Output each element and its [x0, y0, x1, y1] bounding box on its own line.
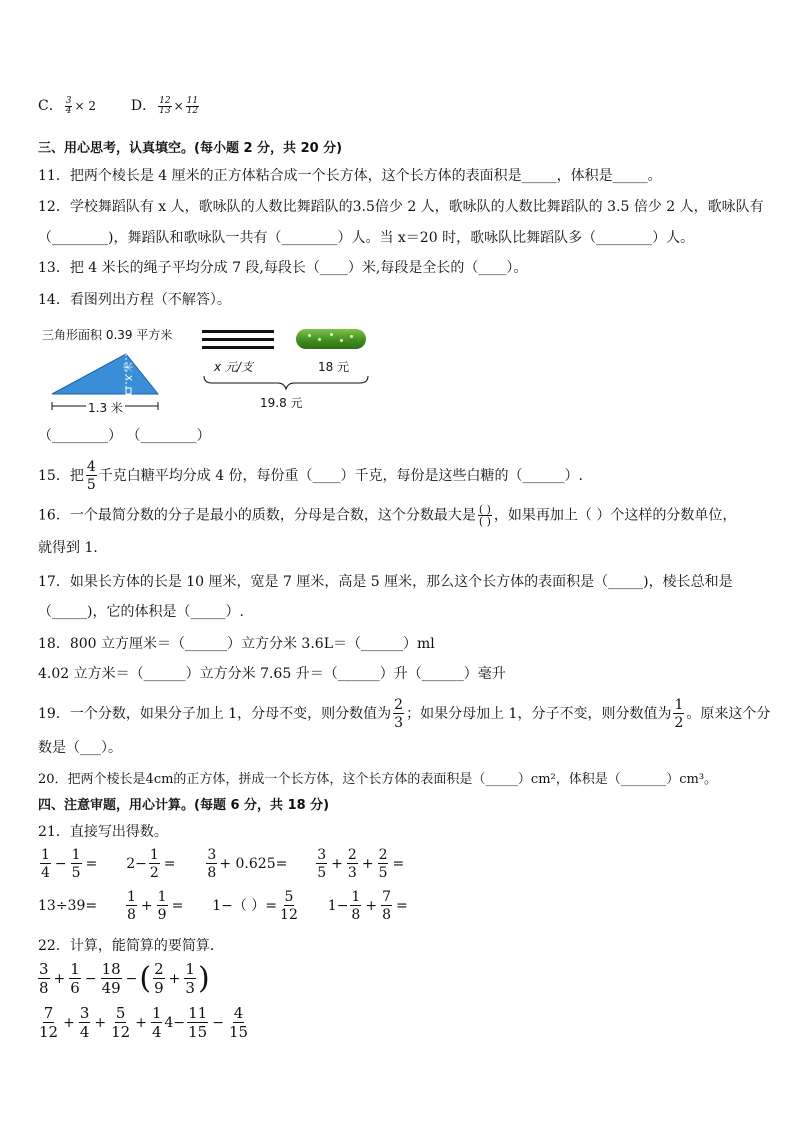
question-14-figure [38, 322, 378, 415]
pen-bundle [202, 330, 274, 349]
q22-e1-op-1: + [53, 971, 66, 987]
q22-expression-2 [36, 1006, 251, 1040]
q22-e2-frac-4: $\frac{1}{4}$ [151, 1004, 162, 1041]
total-price-label: 19.8 元 [260, 396, 303, 410]
q15-suffix: 千克白糖平均分成 4 份，每份重（____）千克，每份是这些白糖的（______）. [98, 468, 584, 484]
question-21: 21．直接写出得数。 [38, 824, 168, 840]
question-19 [38, 698, 770, 730]
q22-e1-op-2: − [84, 971, 97, 987]
option-d-times: × [173, 99, 184, 113]
option-d-fraction-2: $\frac{11}{12}$ [186, 95, 199, 116]
q21-b-frac: $\frac{1}{2}$ [149, 847, 159, 881]
question-13: 13．把 4 米长的绳子平均分成 7 段,每段长（____）米,每段是全长的（____）。 [38, 260, 528, 276]
q21-a-frac-1: $\frac{1}{4}$ [41, 847, 50, 881]
box-price-label: 18 元 [318, 360, 350, 374]
q22-e2-op-2: + [94, 1015, 107, 1031]
q21-f-frac-2: $\frac{1}{9}$ [157, 889, 167, 923]
q22-e1-left-paren: ( [139, 961, 152, 996]
question-14: 14．看图列出方程（不解答）。 [38, 292, 231, 308]
q22-e2-frac-6: $\frac{4}{15}$ [228, 1004, 249, 1041]
q21-g-prefix: 1−（ ）= [212, 898, 278, 914]
q22-e1-op-4: + [168, 971, 181, 987]
section-3-heading: 三、用心思考，认真填空。(每小题 2 分，共 20 分) [38, 141, 343, 156]
question-12-line-2: （________)，舞蹈队和歌咏队一共有（________）人。当 x＝20 时，歌咏队比舞蹈队多（________）人。 [38, 230, 695, 246]
question-15 [38, 460, 583, 492]
q21-a-frac-2: $\frac{1}{5}$ [71, 847, 81, 881]
q22-expression-1 [36, 962, 210, 996]
q21-b-eq: = [163, 856, 176, 872]
q15-fraction: $\frac{4}{5}$ [86, 459, 96, 493]
q22-e2-frac-2: $\frac{3}{4}$ [79, 1004, 90, 1041]
q21-g-frac: $\frac{5}{12}$ [280, 889, 298, 923]
q21-d-plus-2: + [361, 856, 374, 872]
q21-a-eq: = [85, 856, 98, 872]
q21-b-prefix: 2− [126, 856, 147, 872]
question-17-line-1: 17．如果长方体的长是 10 厘米，宽是 7 厘米，高是 5 厘米，那么这个长方体的表面积是（_____)，棱长总和是 [38, 574, 733, 590]
q21-h-frac-2: $\frac{7}{8}$ [382, 889, 391, 923]
q19-prefix: 19．一个分数，如果分子加上 1，分母不变，则分数值为 [38, 706, 392, 722]
q21-f-eq: = [171, 898, 184, 914]
option-d-fraction-1: $\frac{12}{13}$ [159, 95, 171, 116]
pencil-box [296, 329, 366, 349]
q16-blank-fraction: $\frac{( )}{( )}$ [478, 503, 491, 528]
q21-h-plus: + [365, 898, 378, 914]
question-16 [38, 504, 736, 527]
question-11: 11．把两个棱长是 4 厘米的正方体粘合成一个长方体，这个长方体的表面积是_____，体积是_____。 [38, 168, 662, 184]
q22-e2-frac-5: $\frac{11}{15}$ [188, 1004, 208, 1041]
q22-e1-frac-4: $\frac{2}{9}$ [154, 960, 164, 997]
q21-d-frac-2: $\frac{2}{3}$ [347, 847, 357, 881]
pen-price-label: x 元/支 [214, 360, 253, 374]
q22-e2-frac-1: $\frac{7}{12}$ [39, 1004, 59, 1041]
q22-e2-frac-3: $\frac{5}{12}$ [111, 1004, 131, 1041]
q22-e1-frac-1: $\frac{3}{8}$ [39, 960, 49, 997]
question-16-line-2: 就得到 1． [38, 540, 108, 556]
section-4-heading: 四、注意审题，用心计算。(每题 6 分，共 18 分) [38, 798, 330, 813]
q22-e1-frac-3: $\frac{18}{49}$ [101, 960, 121, 997]
question-17-line-2: （_____)，它的体积是（_____）. [38, 604, 244, 620]
q21-e: 13÷39= [38, 898, 98, 914]
q22-e1-frac-2: $\frac{1}{6}$ [70, 960, 80, 997]
total-brace [202, 374, 372, 392]
q19-fraction-2: $\frac{1}{2}$ [674, 697, 684, 731]
q21-h-frac-1: $\frac{1}{8}$ [351, 889, 361, 923]
q22-e2-op-5: − [212, 1015, 224, 1031]
q22-e1-frac-5: $\frac{1}{3}$ [185, 960, 195, 997]
q21-a-minus: − [54, 856, 67, 872]
q21-d-frac-1: $\frac{3}{5}$ [317, 847, 327, 881]
q15-prefix: 15．把 [38, 468, 84, 484]
q22-e1-op-3: − [125, 971, 138, 987]
q19-fraction-1: $\frac{2}{3}$ [394, 697, 404, 731]
option-c-rest: × 2 [74, 99, 96, 113]
q21-f-plus: + [140, 898, 153, 914]
question-12-line-1: 12．学校舞蹈队有 x 人，歌咏队的人数比舞蹈队的3.5倍少 2 人，歌咏队的人数比舞蹈队的 3.5 倍少 2 人，歌咏队有 [38, 199, 764, 215]
question-18-line-2: 4.02 立方米＝（______）立方分米 7.65 升＝（______）升（______）毫升 [38, 666, 506, 682]
q21-c-suffix: + 0.625= [219, 856, 288, 872]
triangle-base-label: 1.3 米 [88, 401, 123, 415]
q22-e2-op-3: + [135, 1015, 147, 1031]
q21-d-eq: = [392, 856, 405, 872]
q21-row-1 [38, 848, 406, 880]
triangle-height-label: x 米 [124, 361, 136, 382]
options-line [38, 96, 201, 116]
question-14-blanks: （________） （________） [38, 428, 211, 444]
option-d-label: D． [130, 98, 157, 114]
question-18-line-1: 18．800 立方厘米＝（______）立方分米 3.6L＝（______）ml [38, 636, 435, 652]
triangle-area-label: 三角形面积 0.39 平方米 [42, 328, 173, 342]
option-c-label: C． [38, 98, 63, 114]
q22-e2-middle: 4− [164, 1015, 186, 1031]
q22-e2-op-1: + [63, 1015, 75, 1031]
q21-c-frac: $\frac{3}{8}$ [207, 847, 217, 881]
q19-middle: ；如果分母加上 1，分子不变，则分数值为 [406, 706, 672, 722]
q21-h-eq: = [396, 898, 408, 914]
q16-suffix: ，如果再加上（ ）个这样的分数单位， [493, 507, 737, 524]
q21-h-prefix: 1− [327, 898, 349, 914]
q21-f-frac-1: $\frac{1}{8}$ [127, 889, 136, 923]
q21-d-frac-3: $\frac{2}{5}$ [378, 847, 388, 881]
question-20: 20．把两个棱长是4cm的正方体，拼成一个长方体，这个长方体的表面积是（_____）cm²，体积是（_______）cm³。 [38, 772, 718, 787]
q21-row-2 [38, 890, 410, 922]
question-19-line-2: 数是（___）。 [38, 740, 122, 756]
q21-d-plus-1: + [331, 856, 343, 872]
q19-suffix: 。原来这个分 [686, 706, 771, 722]
question-22: 22．计算，能简算的要简算． [38, 938, 224, 954]
q22-e1-right-paren: ) [197, 961, 210, 996]
option-c-fraction: $\frac{3}{4}$ [65, 95, 72, 116]
q16-prefix: 16．一个最简分数的分子是最小的质数，分母是合数，这个分数最大是 [38, 507, 476, 524]
